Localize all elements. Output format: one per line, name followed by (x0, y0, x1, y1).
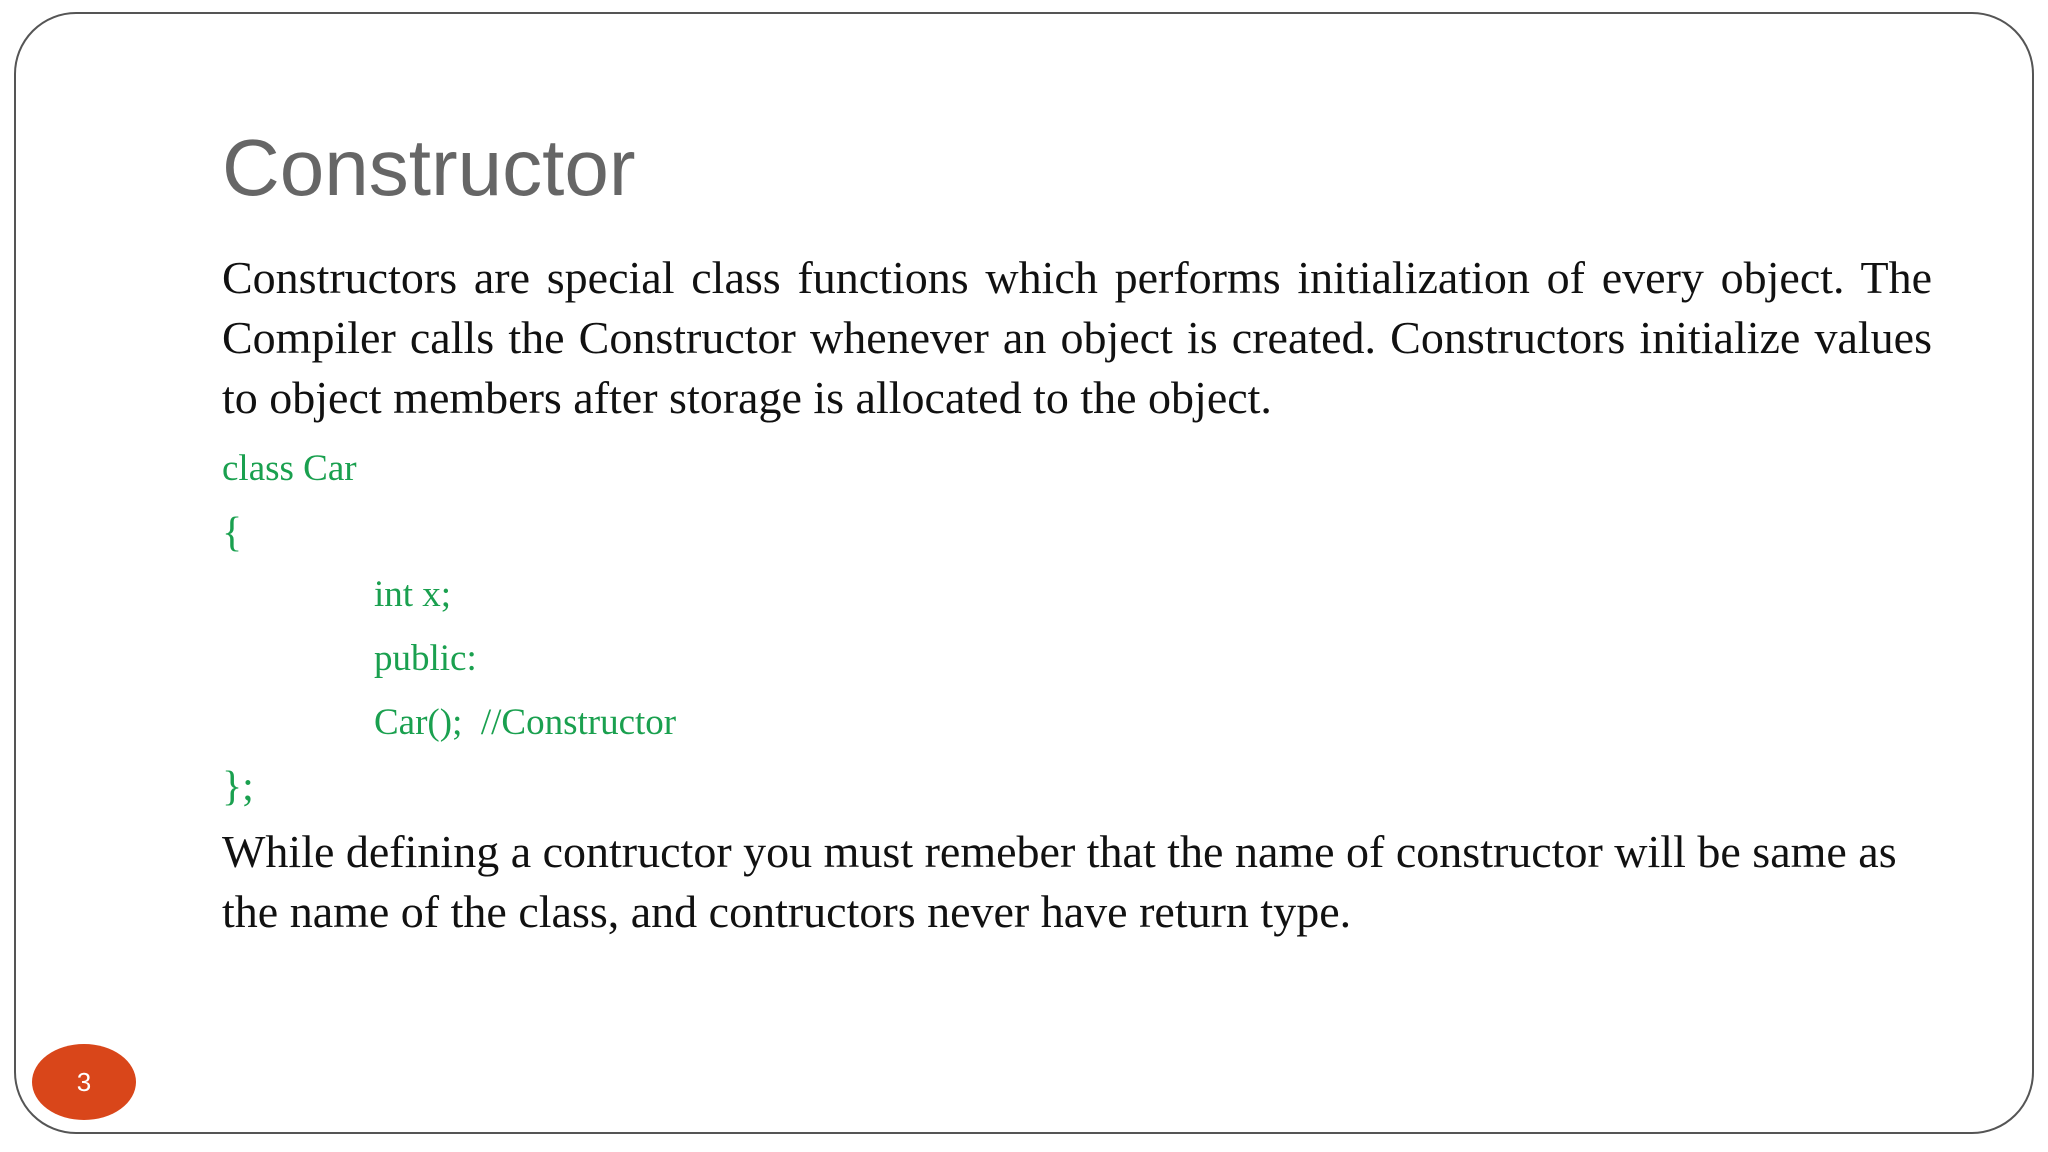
code-line-access-specifier: public: (374, 638, 477, 679)
note-paragraph: While defining a contructor you must remeber that the name of constructor will be same as the name of the class, and contructors never have return type. (222, 826, 1897, 937)
code-line-close-brace: }; (222, 764, 254, 810)
page-number: 3 (76, 1066, 92, 1097)
code-line-class-declaration: class Car (222, 448, 357, 489)
page-number-badge (32, 1044, 136, 1120)
code-line-open-brace: { (222, 510, 243, 556)
code-line-constructor: Car(); //Constructor (374, 702, 677, 743)
slide-title: Constructor (222, 123, 636, 212)
code-line-member: int x; (374, 574, 452, 615)
intro-paragraph: Constructors are special class functions which performs initialization of every object. The Compiler calls the Constructor whenever an object is created. Constructors initialize values to object members after storage is allocated to the object. (222, 252, 1932, 423)
